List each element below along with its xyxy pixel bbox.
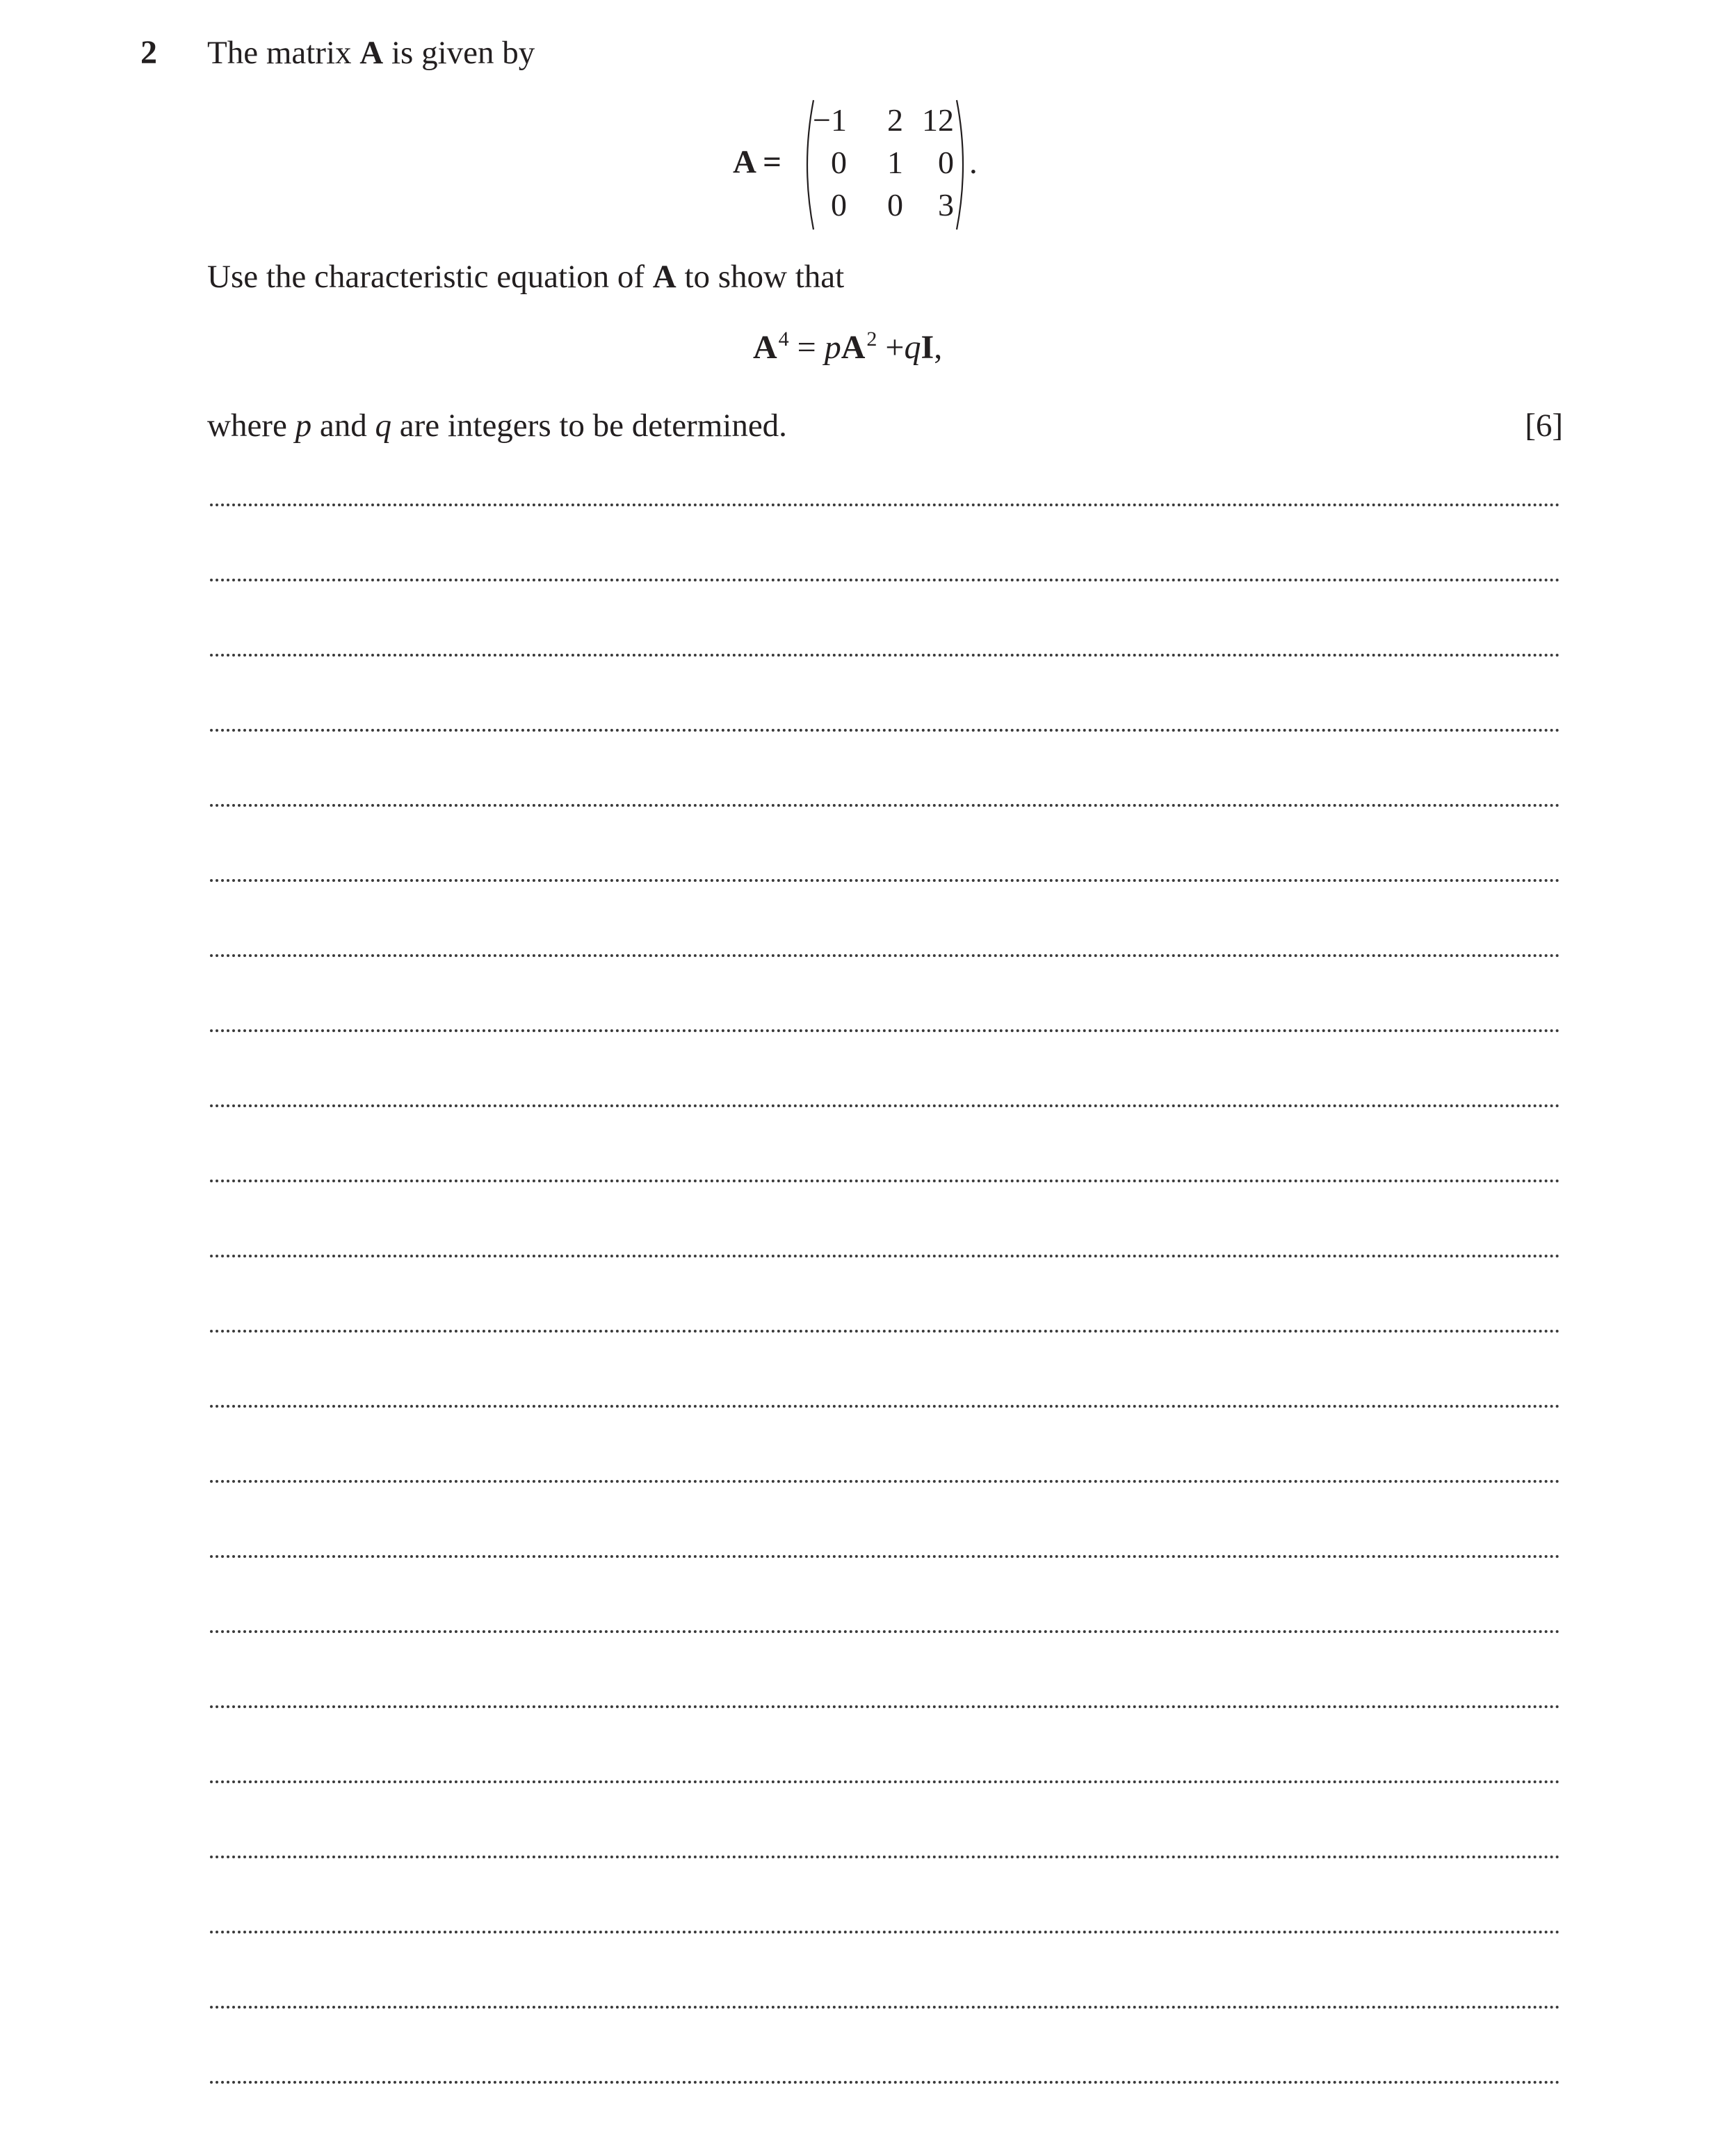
eq-plus: + [877, 329, 905, 366]
where-part-3: are integers to be determined. [391, 408, 787, 444]
answer-line[interactable] [210, 1630, 1560, 1633]
matrix-cell: 1 [887, 145, 903, 180]
matrix-cell: 3 [938, 187, 954, 223]
matrix-right-paren [954, 99, 971, 231]
answer-line[interactable] [210, 654, 1560, 657]
answer-area[interactable] [210, 504, 1560, 2156]
matrix-cell: 12 [922, 102, 954, 138]
answer-line[interactable] [210, 2081, 1560, 2084]
matrix-label: A = [733, 144, 781, 180]
matrix-cell: 2 [887, 102, 903, 138]
answer-line[interactable] [210, 1480, 1560, 1483]
answer-line[interactable] [210, 1705, 1560, 1708]
answer-line[interactable] [210, 1104, 1560, 1107]
matrix-cell: 0 [831, 187, 847, 223]
matrix-cell: 0 [831, 145, 847, 180]
answer-line[interactable] [210, 729, 1560, 732]
answer-line[interactable] [210, 1931, 1560, 1933]
eq-end: , [934, 329, 943, 366]
answer-line[interactable] [210, 1180, 1560, 1182]
where-p: p [295, 408, 312, 444]
target-equation [753, 327, 942, 373]
where-part-1: where [207, 408, 295, 444]
answer-line[interactable] [210, 879, 1560, 882]
answer-line[interactable] [210, 804, 1560, 807]
eq-p: p [824, 329, 841, 366]
answer-line[interactable] [210, 1330, 1560, 1333]
where-text [207, 406, 787, 445]
instruction-after: to show that [676, 259, 845, 295]
instruction-before: Use the characteristic equation of [207, 259, 653, 295]
matrix-period: . [969, 145, 978, 181]
eq-q: q [904, 329, 921, 366]
matrix-symbol: A [359, 35, 384, 71]
instruction-text [207, 257, 844, 296]
answer-line[interactable] [210, 579, 1560, 581]
eq-lhs-exponent: 4 [778, 328, 789, 351]
marks-label: [6] [1525, 408, 1563, 444]
answer-line[interactable] [210, 1780, 1560, 1783]
answer-line[interactable] [210, 1856, 1560, 1858]
where-part-2: and [311, 408, 375, 444]
matrix-cell: 0 [938, 145, 954, 180]
matrix-cell: 0 [887, 187, 903, 223]
answer-line[interactable] [210, 504, 1560, 506]
answer-line[interactable] [210, 1255, 1560, 1257]
intro-text-after: is given by [383, 35, 535, 71]
question-intro [207, 33, 535, 72]
instruction-symbol: A [652, 259, 677, 295]
eq-a2-base: A [841, 329, 866, 366]
where-q: q [375, 408, 391, 444]
answer-line[interactable] [210, 1405, 1560, 1408]
eq-lhs-base: A [753, 329, 777, 366]
answer-line[interactable] [210, 954, 1560, 957]
intro-text-before: The matrix [207, 35, 360, 71]
question-number: 2 [140, 34, 157, 71]
matrix-cell: −1 [813, 102, 847, 138]
eq-equals: = [788, 329, 825, 366]
answer-line[interactable] [210, 1555, 1560, 1558]
answer-line[interactable] [210, 1029, 1560, 1032]
answer-line[interactable] [210, 2006, 1560, 2009]
eq-identity: I [921, 329, 934, 366]
eq-a2-exponent: 2 [866, 328, 877, 351]
